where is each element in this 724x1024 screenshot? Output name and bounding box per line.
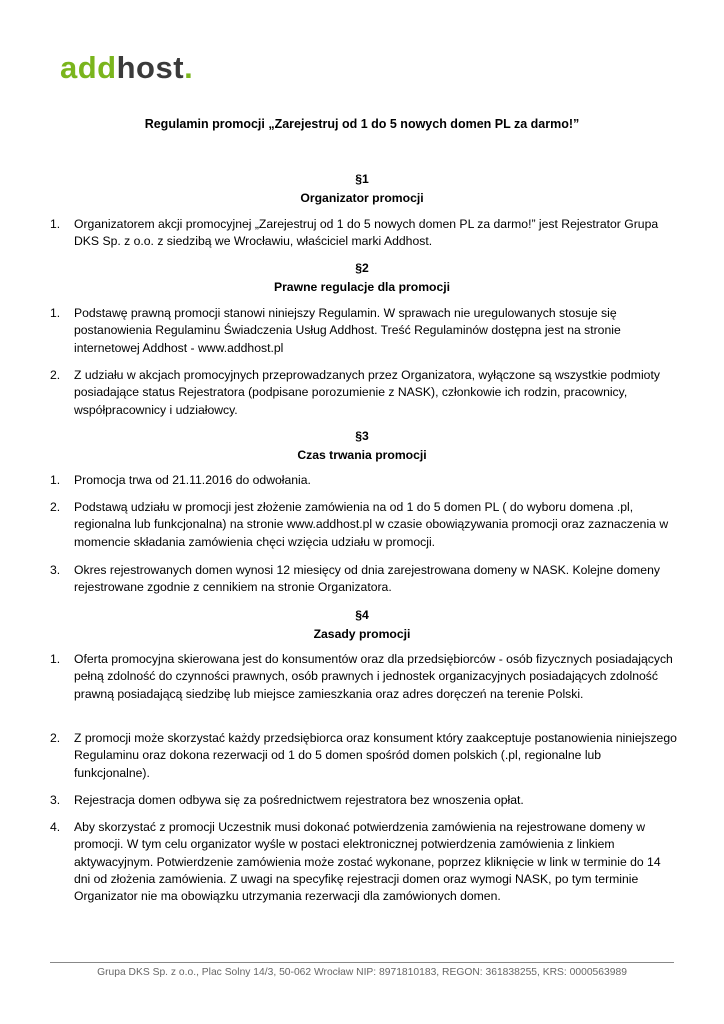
item-number: 3. [50, 793, 61, 807]
section-title: Zasady promocji [313, 627, 411, 641]
section-title: Prawne regulacje dla promocji [273, 280, 451, 294]
item-text: Okres rejestrowanych domen wynosi 12 miesięcy od dnia zarejestrowana domeny w NASK. Kolejne domeny rejestrowane zgodnie z cennikiem na stronie Organizatora. [74, 563, 660, 595]
list-item [50, 472, 680, 489]
item-number: 2. [50, 500, 61, 514]
item-number: 1. [50, 217, 61, 231]
list-item [50, 792, 680, 809]
list-item [50, 499, 680, 551]
item-text: Z promocji może skorzystać każdy przedsiębiorca oraz konsument który zaakceptuje postanowienia niniejszego Regulaminu oraz dokona rezerwacji od 1 do 5 domen spośród domen polskich (.pl, regionalne lub funkcjonalne). [74, 731, 677, 780]
item-number: 1. [50, 306, 61, 320]
list-item [50, 562, 680, 597]
item-text: Podstawą udziału w promocji jest złożenie zamówienia na od 1 do 5 domen PL ( do wyboru domena .pl, regionalna lub funkcjonalna) na stronie www.addhost.pl w czasie obowiązywania promocji oraz zaznaczenia w momencie składania zamówienia chęci wzięcia udziału w promocji. [74, 500, 669, 549]
section-number: §3 [355, 429, 369, 443]
list-item [50, 305, 680, 357]
list-item [50, 730, 680, 782]
document-title: Regulamin promocji „Zarejestruj od 1 do 5 nowych domen PL za darmo!” [144, 117, 580, 131]
item-text: Aby skorzystać z promocji Uczestnik musi dokonać potwierdzenia zamówienia na rejestrowane domeny w promocji. W tym celu organizator wyśle w postaci elektronicznej potwierdzenia zamówienia z linkiem aktywacyjnym. Potwierdzenie zamówienia może zostać wykonane, poprzez kliknięcie w link w terminie do 14 dni od złożenia zamówienia. Z uwagi na specyfikę rejestracji domen oraz wymogi NASK, po tym terminie Organizator nie ma obowiązku utrzymania rezerwacji dla zamówionych domen. [74, 820, 661, 904]
item-text: Podstawę prawną promocji stanowi niniejszy Regulamin. W sprawach nie uregulowanych stosuje się postanowienia Regulaminu Świadczenia Usług Addhost. Treść Regulaminów dostępna jest na stronie internetowej Addhost - www.addhost.pl [74, 306, 621, 355]
footer-divider [50, 962, 674, 963]
list-item [50, 819, 680, 905]
section-1-heading [0, 170, 724, 208]
item-number: 4. [50, 820, 61, 834]
item-number: 2. [50, 731, 61, 745]
item-number: 1. [50, 473, 61, 487]
section-title: Czas trwania promocji [297, 448, 427, 462]
item-text: Promocja trwa od 21.11.2016 do odwołania. [74, 473, 311, 487]
item-number: 3. [50, 563, 61, 577]
section-number: §1 [355, 172, 369, 186]
list-item [50, 367, 680, 419]
section-2-heading [0, 259, 724, 297]
list-item [50, 651, 680, 703]
footer-company-info: Grupa DKS Sp. z o.o., Plac Solny 14/3, 50-062 Wrocław NIP: 8971810183, REGON: 361838255, KRS: 0000563989 [97, 967, 627, 978]
section-title: Organizator promocji [300, 191, 424, 205]
item-number: 2. [50, 368, 61, 382]
section-number: §4 [355, 608, 369, 622]
list-item [50, 216, 680, 251]
item-text: Z udziału w akcjach promocyjnych przeprowadzanych przez Organizatora, wyłączone są wszystkie podmioty posiadające status Rejestratora (podpisane porozumienie z NASK), członkowie ich rodzin, pracownicy, współpracownicy i udziałowcy. [74, 368, 660, 417]
item-text: Organizatorem akcji promocyjnej „Zarejestruj od 1 do 5 nowych domen PL za darmo!” jest Rejestrator Grupa DKS Sp. z o.o. z siedzibą we Wrocławiu, właściciel marki Addhost. [74, 217, 659, 249]
item-number: 1. [50, 652, 61, 666]
item-text: Oferta promocyjna skierowana jest do konsumentów oraz dla przedsiębiorców - osób fizycznych posiadających pełną zdolność do czynności prawnych, osób prawnych i jednostek organizacyjnych posiadających zdolność prawną posiadającą siedzibę lub miejsce zamieszkania oraz adres doręczeń na terenie Polski. [74, 652, 673, 701]
section-number: §2 [355, 261, 369, 275]
item-text: Rejestracja domen odbywa się za pośrednictwem rejestratora bez wnoszenia opłat. [74, 793, 524, 807]
section-4-heading [0, 606, 724, 644]
addhost-logo: addhost. [60, 50, 194, 85]
section-3-heading [0, 427, 724, 465]
